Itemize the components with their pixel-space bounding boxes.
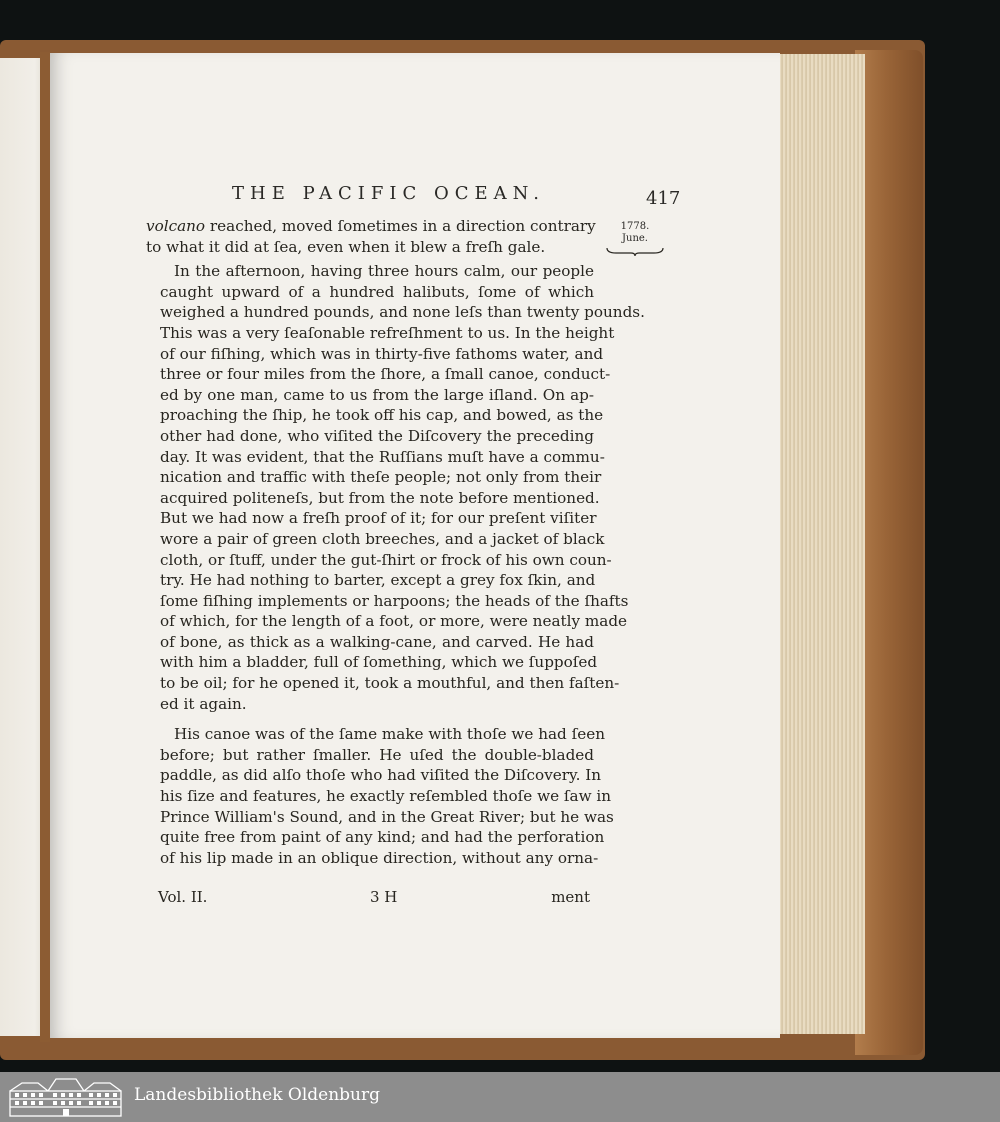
text-line: ed it again.	[160, 694, 247, 713]
running-head: THE PACIFIC OCEAN.	[232, 183, 545, 204]
text-line: wore a pair of green cloth breeches, and a jacket of black	[160, 529, 605, 548]
text-line: of bone, as thick as a walking-cane, and carved. He had	[160, 632, 594, 651]
leather-binding	[855, 50, 923, 1055]
text-line: paddle, as did alſo thoſe who had viſited the Diſcovery. In	[160, 766, 602, 785]
text-line: weighed a hundred pounds, and none leſs than twenty pounds.	[160, 303, 645, 322]
text-line: three or four miles from the ſhore, a ſmall canoe, conduct-	[160, 365, 611, 384]
margin-note-year: 1778.	[620, 221, 650, 232]
text-line: ed by one man, came to us from the large iſland. On ap-	[160, 385, 594, 404]
text-line: to what it did at ſea, even when it blew a freſh gale.	[146, 237, 546, 256]
text-line: of which, for the length of a foot, or more, were neatly made	[160, 612, 628, 631]
text-line: In the afternoon, having three hours calm, our people	[174, 262, 594, 281]
margin-note-month: June.	[622, 233, 648, 244]
text-line: cloth, or ſtuff, under the gut-ſhirt or frock of his own coun-	[160, 550, 612, 569]
text-line: quite free from paint of any kind; and had the perforation	[160, 828, 605, 847]
library-building-logo-icon	[8, 1077, 123, 1117]
text-line: This was a very ſeaſonable refreſhment to us. In the height	[160, 323, 615, 342]
text-line: his ſize and features, he exactly reſembled thoſe we ſaw in	[160, 787, 612, 806]
margin-brace-icon	[606, 247, 664, 257]
signature-mark: 3 H	[370, 888, 398, 906]
page-edges	[778, 54, 865, 1034]
text-line: of his lip made in an oblique direction, without any orna-	[160, 848, 599, 867]
text-line: Prince William's Sound, and in the Great River; but he was	[160, 807, 614, 826]
text-line: But we had now a freſh proof of it; for our preſent viſiter	[160, 509, 597, 528]
text-line: before; but rather ſmaller. He uſed the double-bladed	[160, 745, 594, 764]
volume-mark: Vol. II.	[158, 888, 208, 906]
left-cover-edge	[40, 52, 50, 1042]
text-line: try. He had nothing to barter, except a grey fox ſkin, and	[160, 571, 596, 590]
text-line: nication and traffic with theſe people; not only from their	[160, 468, 602, 487]
page-footer	[158, 888, 590, 908]
text-line: proaching the ſhip, he took off his cap, and bowed, as the	[160, 406, 604, 425]
page-number: 417	[646, 188, 681, 209]
catchword: ment	[551, 888, 590, 906]
text-line: acquired politeneſs, but from the note before mentioned.	[160, 488, 600, 507]
text-line: volcano reached, moved ſometimes in a direction contrary	[146, 217, 596, 235]
text-line: caught upward of a hundred halibuts, ſome of which	[160, 282, 594, 301]
text-line: ſome fiſhing implements or harpoons; the heads of the ſhafts	[160, 591, 629, 610]
paragraph-gap	[146, 714, 594, 724]
paragraph	[146, 724, 614, 868]
text-line: to be oil; for he opened it, took a mouthful, and then faſten-	[160, 674, 620, 693]
text-line: of our fiſhing, which was in thirty-five fathoms water, and	[160, 344, 604, 363]
library-bar	[0, 1072, 1000, 1122]
text-line: with him a bladder, full of ſomething, which we ſuppoſed	[160, 653, 598, 672]
paragraph	[146, 261, 645, 714]
text-line: day. It was evident, that the Ruſſians muſt have a commu-	[160, 447, 605, 466]
text-line: other had done, who viſited the Diſcovery the preceding	[160, 426, 594, 445]
text-line: His canoe was of the ſame make with thoſe we had ſeen	[174, 725, 605, 744]
library-name: Landesbibliothek Oldenburg	[134, 1085, 381, 1105]
paragraph	[146, 216, 594, 257]
